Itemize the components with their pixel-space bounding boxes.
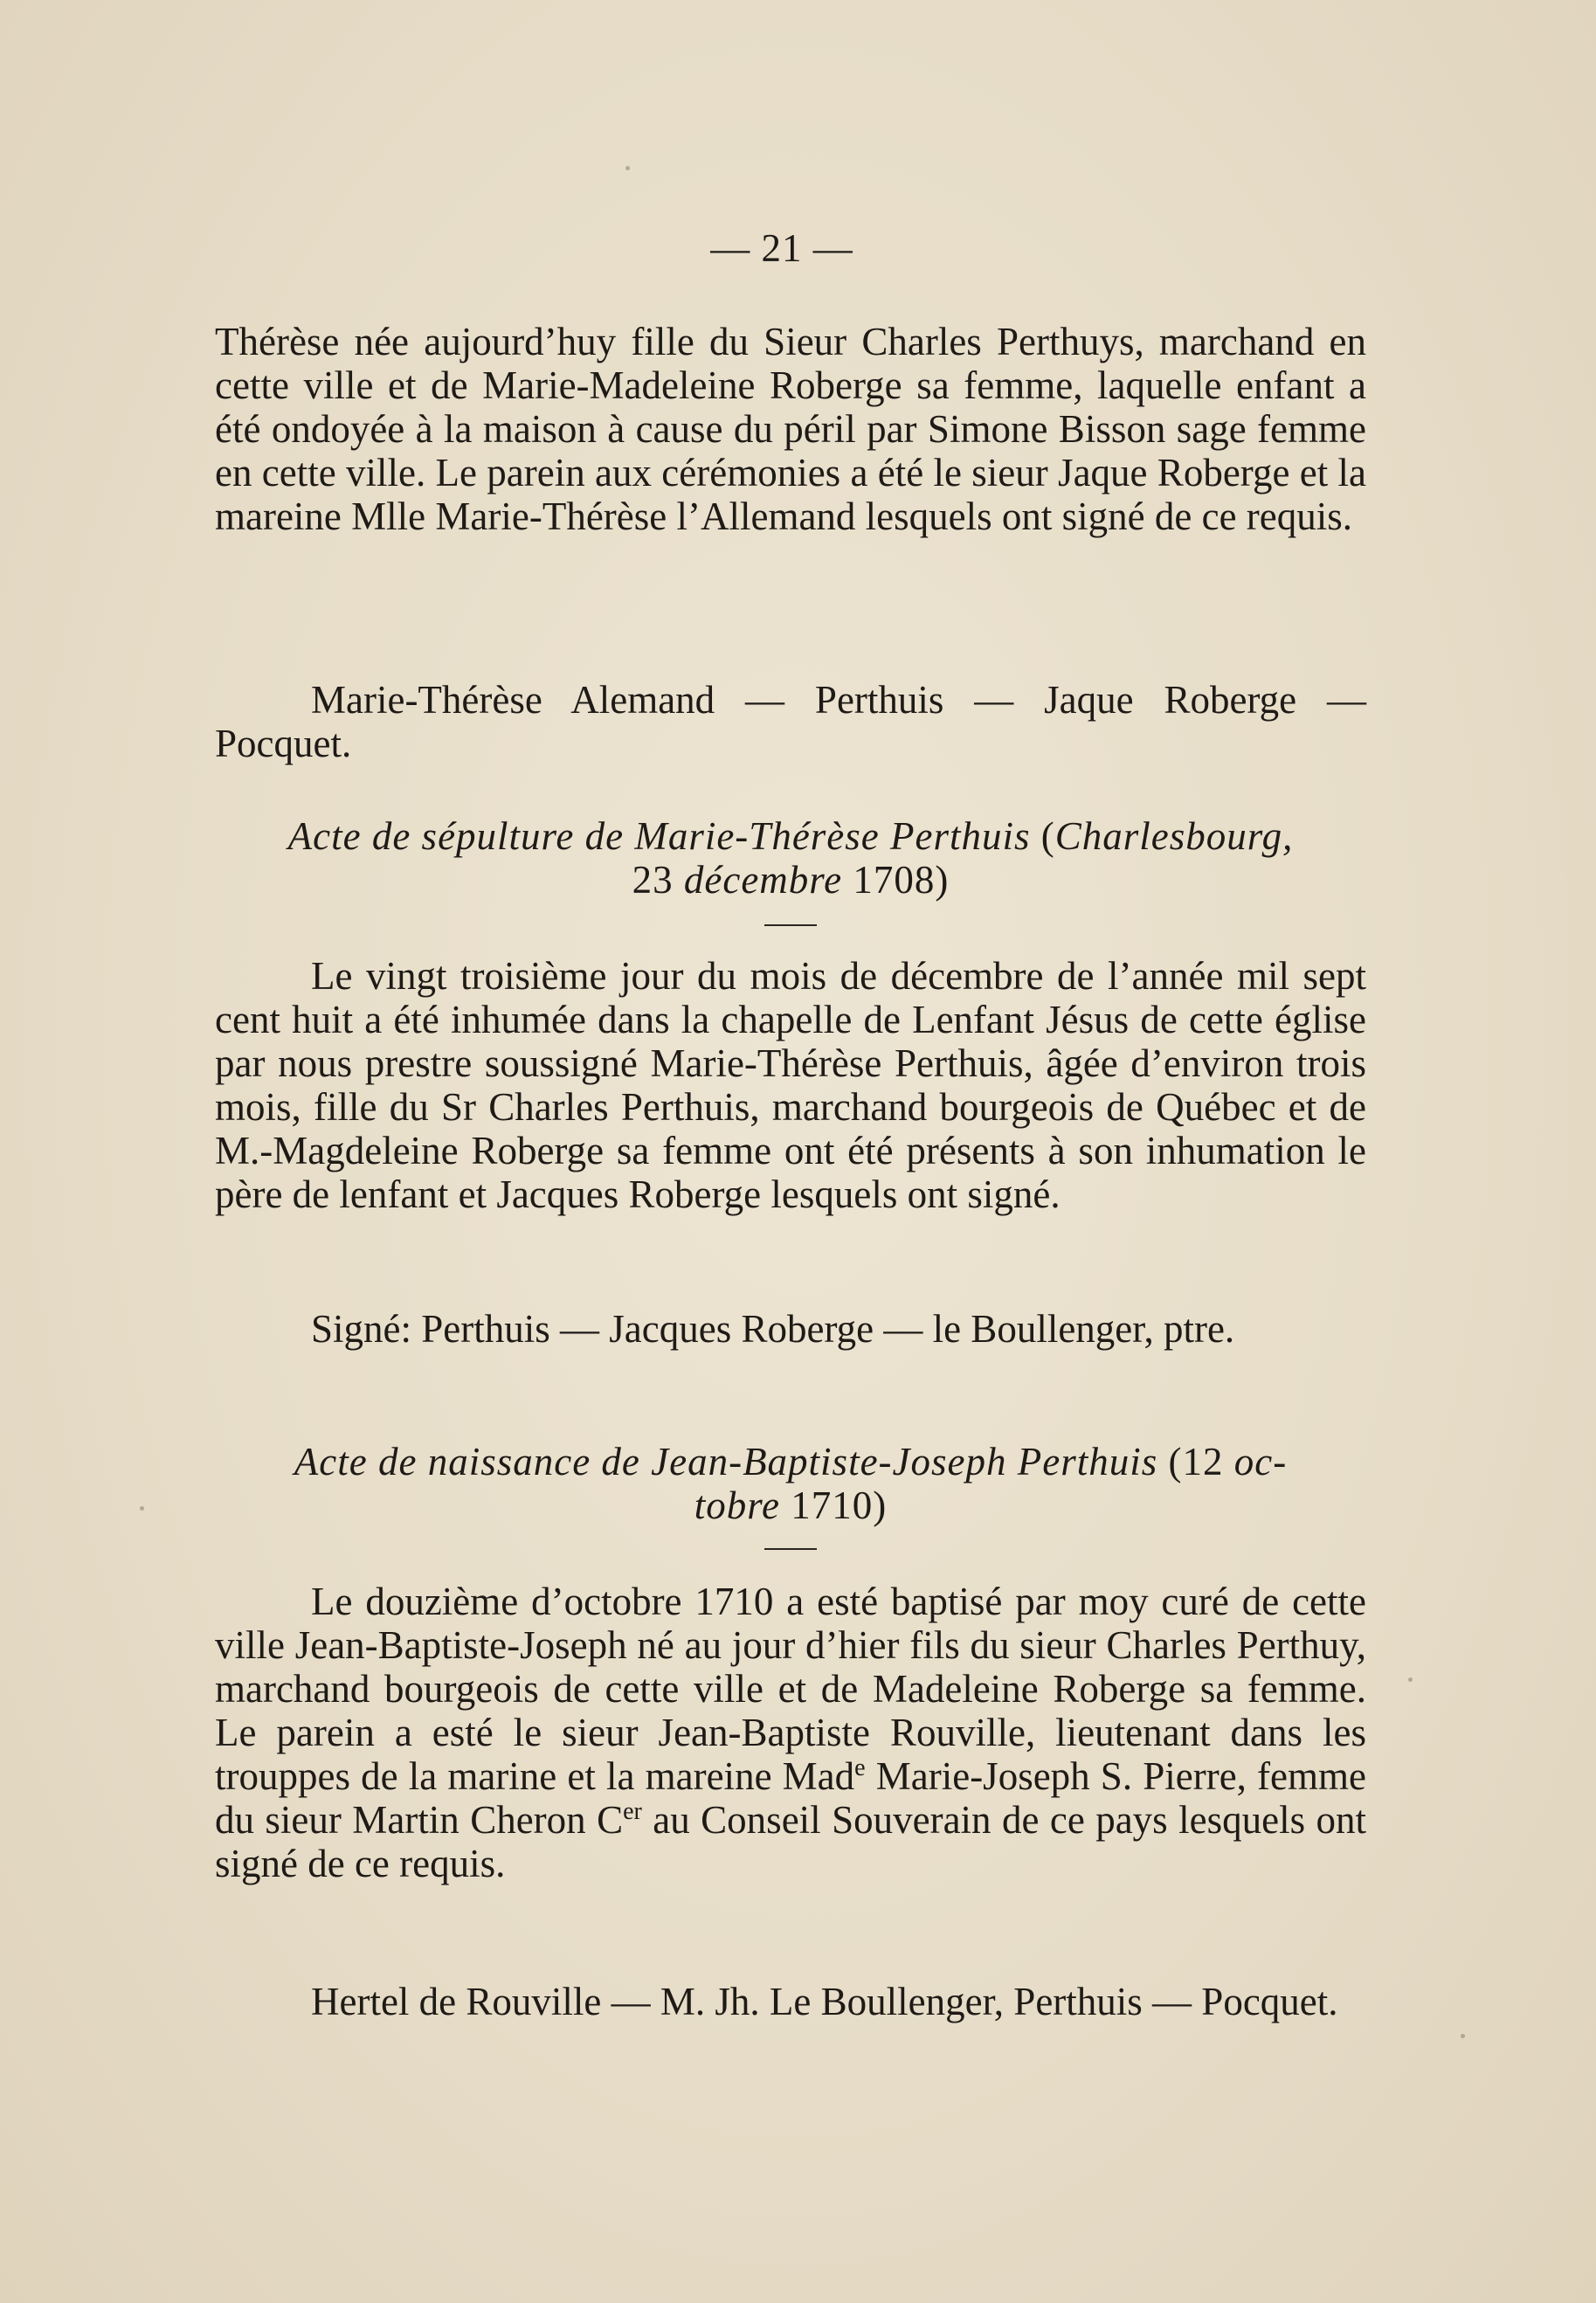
section-3-superscript-2: er [623, 1798, 642, 1825]
signatures-paragraph-1: Marie-Thérèse Alemand — Perthuis — Jaque Roberge — Pocquet. [215, 678, 1366, 765]
section-3-body-part-3: au Conseil Souverain de ce pays lesquels ont signé de ce requis. [215, 1798, 1366, 1885]
section-2-divider [764, 924, 817, 926]
section-2-body: Le vingt troisième jour du mois de décembre de l’année mil sept cent huit a été inhumée dans la chapelle de Lenfant Jésus de cette église par nous prestre soussigné Marie-Thérèse Perthuis, âgée d’environ trois mois, fille du Sr Charles Perthuis, marchand bourgeois de Québec et de M.-Magdeleine Roberge sa femme ont été présents à son inhumation le père de lenfant et Jacques Roberge lesquels ont signé. [215, 954, 1366, 1216]
section-2-heading-paren: ( [1030, 814, 1055, 858]
paper-speck [625, 166, 630, 170]
section-3-heading [215, 1440, 1366, 1527]
section-3-body-block [215, 1580, 1366, 1885]
section-2-signatures-block [215, 1307, 1366, 1351]
section-3-heading-year: 1710) [780, 1483, 888, 1527]
paper-speck [1408, 1677, 1413, 1682]
section-2-heading-place: Charlesbourg, [1054, 814, 1294, 858]
section-3-body [215, 1580, 1366, 1885]
section-2-body-block [215, 954, 1366, 1216]
intro-paragraph: Thérèse née aujourd’huy fille du Sieur Charles Perthuys, marchand en cette ville et de Marie-Madeleine Roberge sa femme, laquelle enfant a été ondoyée à la maison à cause du péril par Simone Bisson sage femme en cette ville. Le parein aux cérémonies a été le sieur Jaque Roberge et la mareine Mlle Marie-Thérèse l’Allemand lesquels ont signé de ce requis. [215, 320, 1366, 538]
page-number: — 21 — [710, 226, 853, 270]
section-3-heading-day: (12 [1157, 1440, 1234, 1483]
signatures-block-1 [215, 678, 1366, 765]
section-3-heading-title: Acte de naissance de Jean-Baptiste-Joseph Perthuis [294, 1440, 1158, 1483]
section-3-body-part-2: Marie-Joseph S. Pierre, femme du sieur Martin Cheron C [215, 1754, 1366, 1842]
paper-speck [140, 1506, 144, 1511]
section-3-heading-month-end: tobre [694, 1483, 781, 1527]
section-2-signatures: Signé: Perthuis — Jacques Roberge — le Boullenger, ptre. [311, 1307, 1235, 1351]
section-3-heading-block [215, 1440, 1366, 1550]
section-3-signatures-block [215, 1980, 1366, 2023]
section-2-heading-year: 1708) [842, 858, 950, 902]
section-2-heading-month: décembre [683, 858, 843, 902]
section-3-divider [764, 1548, 817, 1550]
section-3-signatures: Hertel de Rouville — M. Jh. Le Boullenger, Perthuis — Pocquet. [311, 1980, 1338, 2023]
section-3-superscript-1: e [854, 1754, 866, 1781]
section-2-heading-day: 23 [632, 858, 684, 902]
section-3-heading-month-start: oc- [1233, 1440, 1288, 1483]
section-2-heading [215, 814, 1366, 902]
section-3-body-part-1: Le douzième d’octobre 1710 a esté baptisé par moy curé de cette ville Jean-Baptiste-Joseph né au jour d’hier fils du sieur Charles Perthuy, marchand bourgeois de cette ville et de Madeleine Roberge sa femme. Le parein a esté le sieur Jean-Baptiste Rouville, lieutenant dans les trouppes de la marine et la mareine Mad [215, 1580, 1366, 1798]
section-2-heading-title: Acte de sépulture de Marie-Thérèse Perthuis [287, 814, 1031, 858]
intro-paragraph-block [215, 320, 1366, 538]
paper-speck [1461, 2034, 1465, 2038]
section-2-heading-block [215, 814, 1366, 926]
